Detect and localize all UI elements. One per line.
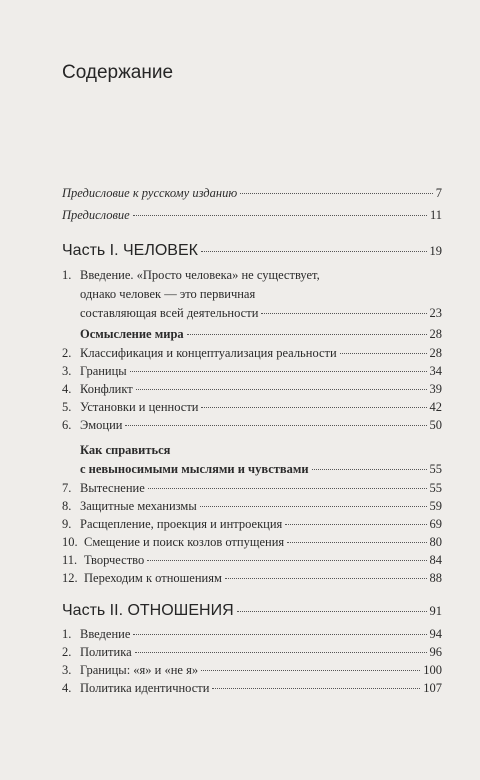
- leader-dots: [125, 425, 426, 426]
- toc-heading: Содержание: [62, 62, 174, 83]
- toc-part-1[interactable]: Часть I. ЧЕЛОВЕК 19: [62, 242, 442, 259]
- leader-dots: [147, 560, 426, 561]
- toc-entry-p2-2[interactable]: 2. Политика 96: [62, 645, 442, 659]
- leader-dots: [340, 353, 427, 354]
- toc-entry-11[interactable]: 11. Творчество 84: [62, 553, 442, 567]
- leader-dots: [201, 407, 426, 408]
- leader-dots: [261, 313, 426, 314]
- leader-dots: [135, 652, 427, 653]
- toc-entry-5[interactable]: 5. Установки и ценности 42: [62, 400, 442, 414]
- leader-dots: [133, 634, 426, 635]
- toc-entry-9[interactable]: 9. Расщепление, проекция и интроекция 69: [62, 517, 442, 531]
- toc-entry-p2-4[interactable]: 4. Политика идентичности 107: [62, 681, 442, 695]
- leader-dots: [285, 524, 426, 525]
- leader-dots: [133, 215, 427, 216]
- toc-entry-7[interactable]: 7. Вытеснение 55: [62, 481, 442, 495]
- leader-dots: [237, 611, 427, 612]
- leader-dots: [200, 506, 427, 507]
- leader-dots: [136, 389, 427, 390]
- leader-dots: [201, 670, 420, 671]
- toc-entry-p2-3[interactable]: 3. Границы: «я» и «не я» 100: [62, 663, 442, 677]
- toc-part-2[interactable]: Часть II. ОТНОШЕНИЯ 91: [62, 602, 442, 619]
- toc-entry-6[interactable]: 6. Эмоции 50: [62, 418, 442, 432]
- leader-dots: [312, 469, 427, 470]
- leader-dots: [287, 542, 426, 543]
- toc-entry-4[interactable]: 4. Конфликт 39: [62, 382, 442, 396]
- toc-entry-3[interactable]: 3. Границы 34: [62, 364, 442, 378]
- leader-dots: [212, 688, 420, 689]
- leader-dots: [201, 251, 427, 252]
- toc-entry-preface[interactable]: Предисловие 11: [62, 208, 442, 222]
- toc-entry-2[interactable]: 2. Классификация и концептуализация реальности 28: [62, 346, 442, 360]
- toc-section-understanding[interactable]: Осмысление мира 28: [80, 327, 442, 341]
- toc-section-coping[interactable]: Как справиться с невыносимыми мыслями и чувствами 55: [80, 443, 442, 476]
- leader-dots: [130, 371, 427, 372]
- toc-entry-preface-russian[interactable]: Предисловие к русскому изданию 7: [62, 186, 442, 200]
- leader-dots: [187, 334, 427, 335]
- leader-dots: [148, 488, 427, 489]
- toc-entry-8[interactable]: 8. Защитные механизмы 59: [62, 499, 442, 513]
- toc-entry-1-intro[interactable]: 1. Введение. «Просто человека» не существует, однако человек — это первичная составляющая всей деятельности 23: [62, 268, 442, 320]
- leader-dots: [225, 578, 427, 579]
- leader-dots: [240, 193, 433, 194]
- toc-entry-p2-1[interactable]: 1. Введение 94: [62, 627, 442, 641]
- toc-entry-10[interactable]: 10. Смещение и поиск козлов отпущения 80: [62, 535, 442, 549]
- toc-entry-12[interactable]: 12. Переходим к отношениям 88: [62, 571, 442, 585]
